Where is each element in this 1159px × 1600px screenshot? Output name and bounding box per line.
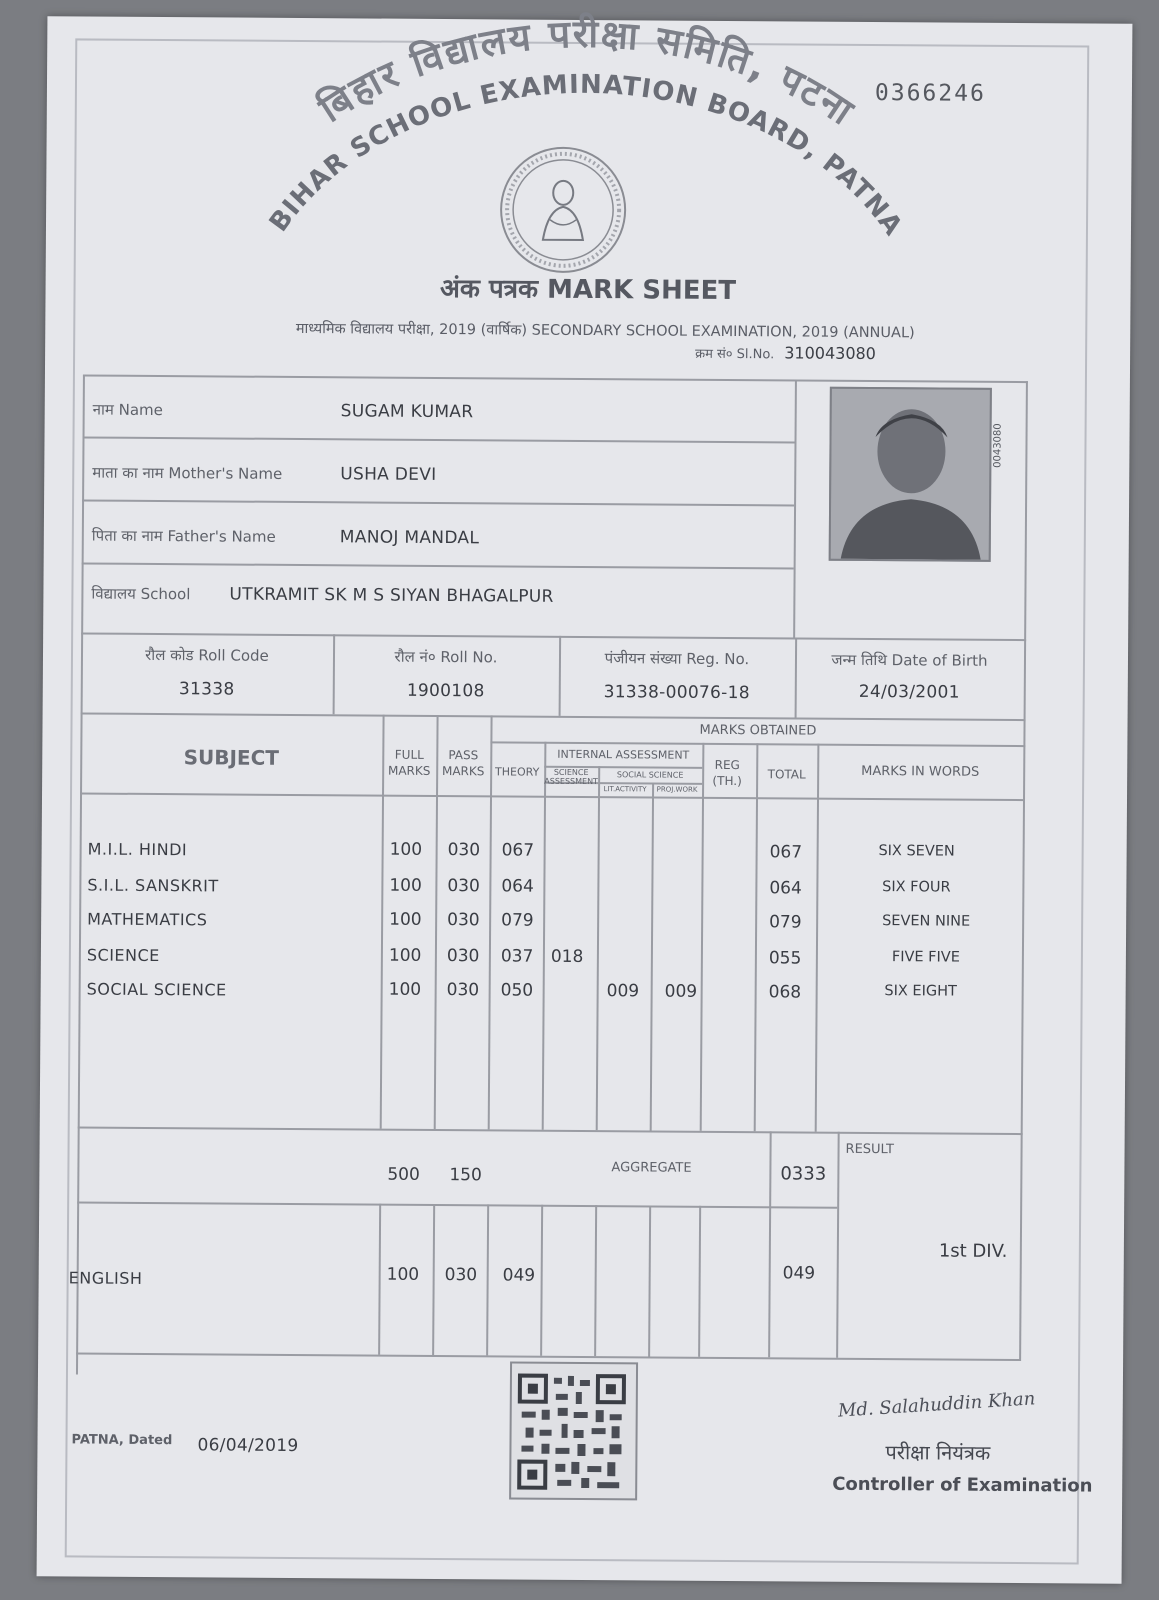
sl-no	[695, 343, 876, 363]
aggregate-full: 500	[387, 1164, 420, 1185]
page-title: अंक पत्रक MARK SHEET	[439, 273, 737, 307]
marks-in-words-header: MARKS IN WORDS	[861, 763, 980, 780]
marks-in-words: FIVE FIVE	[891, 949, 960, 966]
pass-marks: 030	[447, 840, 481, 861]
student-photo	[829, 387, 992, 562]
total-marks: 049	[782, 1263, 816, 1284]
total-marks: 079	[769, 912, 802, 933]
theory-marks: 064	[501, 876, 534, 897]
science-assessment-header: SCIENCE ASSESSMENT	[544, 767, 598, 787]
exam-title: माध्यमिक विद्यालय परीक्षा, 2019 (वार्षिक) SECONDARY SCHOOL EXAMINATION, 2019 (ANNUAL)	[295, 320, 915, 342]
total-marks: 068	[768, 982, 802, 1003]
theory-marks: 037	[500, 946, 534, 967]
full-marks: 100	[389, 909, 422, 930]
person-photo-icon	[831, 389, 990, 560]
board-name-english: BIHAR SCHOOL EXAMINATION BOARD, PATNA	[263, 69, 909, 242]
total-marks: 055	[768, 948, 802, 969]
serial-number: 0366246	[874, 80, 986, 107]
proj-work-header: PROJ.WORK	[656, 785, 698, 794]
aggregate-label: AGGREGATE	[611, 1160, 692, 1176]
lit-activity-marks: 009	[606, 981, 640, 1002]
pass-marks: 030	[447, 910, 480, 931]
total-marks: 067	[769, 842, 803, 863]
pass-marks: 030	[444, 1265, 478, 1286]
pass-marks: 030	[446, 946, 480, 967]
school-name: UTKRAMIT SK M S SIYAN BHAGALPUR	[229, 584, 554, 607]
board-seal-icon	[498, 144, 629, 275]
dob-label: जन्म तिथि Date of Birth	[831, 650, 988, 670]
lit-activity-header: LIT.ACTIVITY	[603, 785, 647, 794]
father-name-label: पिता का नाम Father's Name	[91, 526, 276, 546]
internal-assessment-header: INTERNAL ASSESSMENT	[557, 747, 690, 762]
total-header: TOTAL	[767, 767, 806, 782]
issue-date: 06/04/2019	[197, 1435, 299, 1457]
subject-name: MATHEMATICS	[87, 909, 208, 930]
pass-marks: 030	[447, 876, 480, 897]
subject-name: SOCIAL SCIENCE	[86, 979, 227, 1000]
subject-name: S.I.L. SANSKRIT	[87, 875, 219, 896]
total-marks: 064	[769, 878, 802, 899]
theory-marks: 050	[500, 980, 534, 1001]
theory-marks: 067	[501, 840, 535, 861]
roll-no-label: रौल नं० Roll No.	[394, 647, 498, 667]
full-marks: 100	[388, 945, 422, 966]
subject-name: SCIENCE	[86, 945, 160, 966]
marks-in-words: SIX FOUR	[882, 879, 951, 896]
full-marks-header: FULL MARKS	[387, 747, 431, 778]
controller-title-english: Controller of Examination	[832, 1473, 1093, 1497]
reg-no: 31338-00076-18	[603, 682, 750, 704]
marks-obtained-header: MARKS OBTAINED	[699, 722, 817, 739]
qr-code-icon	[509, 1361, 638, 1500]
subject-header: SUBJECT	[183, 745, 280, 770]
pass-marks-header: PASS MARKS	[441, 748, 485, 779]
sl-no-value: 310043080	[784, 343, 876, 364]
aggregate-total: 0333	[780, 1163, 827, 1185]
aggregate-pass: 150	[449, 1165, 482, 1186]
father-name: MANOJ MANDAL	[339, 527, 480, 549]
theory-marks: 079	[501, 910, 534, 931]
result-label: RESULT	[845, 1141, 895, 1158]
roll-no: 1900108	[406, 680, 485, 702]
controller-title-hindi: परीक्षा नियंत्रक	[885, 1440, 991, 1465]
mother-name-label: माता का नाम Mother's Name	[92, 463, 283, 483]
controller-signature: Md. Salahuddin Khan	[837, 1388, 1036, 1422]
name-label: नाम Name	[92, 400, 163, 420]
full-marks: 100	[388, 979, 422, 1000]
theory-header: THEORY	[495, 765, 540, 779]
result-value: 1st DIV.	[938, 1240, 1008, 1262]
student-name: SUGAM KUMAR	[340, 401, 474, 423]
reg-no-label: पंजीयन संख्या Reg. No.	[604, 649, 750, 669]
full-marks: 100	[386, 1264, 420, 1285]
dated-label: PATNA, Dated	[71, 1432, 173, 1449]
full-marks: 100	[389, 839, 423, 860]
marks-in-words: SEVEN NINE	[882, 913, 971, 930]
roll-code-label: रौल कोड Roll Code	[145, 645, 269, 665]
marks-in-words: SIX SEVEN	[878, 843, 955, 860]
board-name-hindi: बिहार विद्यालय परीक्षा समिति, पटना	[311, 11, 863, 135]
dob: 24/03/2001	[858, 681, 960, 703]
subject-name: M.I.L. HINDI	[87, 839, 188, 860]
roll-code: 31338	[178, 679, 235, 700]
science-assessment-marks: 018	[550, 946, 584, 967]
reg-th-header: REG (TH.)	[712, 757, 742, 789]
proj-work-marks: 009	[664, 981, 698, 1002]
sl-no-label: क्रम सं० Sl.No.	[695, 346, 775, 363]
pass-marks: 030	[446, 980, 480, 1001]
subject-name: ENGLISH	[68, 1268, 143, 1288]
marks-in-words: SIX EIGHT	[884, 983, 957, 1000]
full-marks: 100	[389, 875, 422, 896]
social-science-header: SOCIAL SCIENCE	[616, 770, 684, 780]
mother-name: USHA DEVI	[340, 464, 437, 485]
school-label: विद्यालय School	[91, 584, 191, 604]
photo-id: 0043080	[992, 423, 1004, 468]
theory-marks: 049	[502, 1265, 536, 1286]
mark-sheet	[37, 11, 1133, 1584]
